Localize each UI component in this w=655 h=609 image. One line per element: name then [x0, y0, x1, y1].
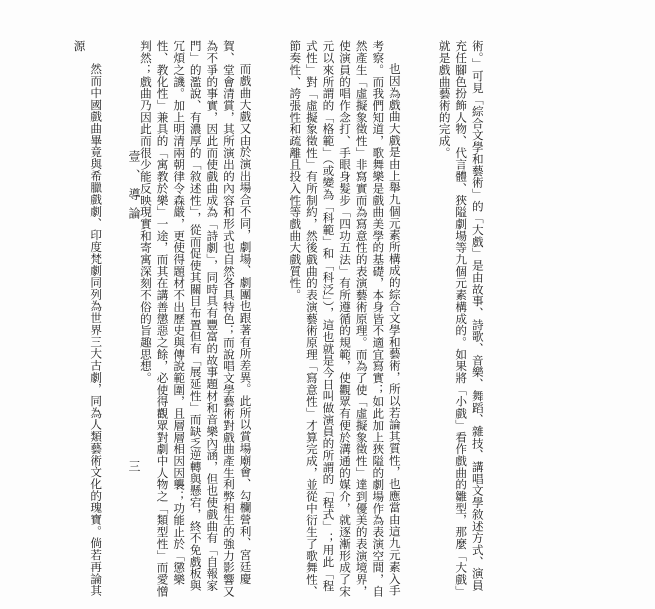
- paragraph: 術。」可見「綜合文學和藝術」的「大戲」是由故事、詩歌、音樂、舞蹈、雜技、講唱文學敘述方式、演員充任腳色扮飾人物、代言體、狹隘劇場等九個元素構成的。如果將「小戲」看作戲曲的雛型，那麼「大戲」就是戲曲藝術的完成。: [437, 40, 485, 597]
- paragraph: 也因為戲曲大戲是由上舉九個元素所構成的綜合文學和藝術，所以若論其質性，也應當由這九元素入手考察。而我們知道，歌舞樂是戲曲美學的基礎，本身皆不適宜寫實；如此加上狹隘的劇場作為表演空間，自然產生「虛擬象徵性」非寫實而為寫意性的表演藝術原理。而為了使「虛擬象徵性」達到優美的表演境界，使演員的唱作念打、手眼身髮步「四功五法」有所遵循的規範，使觀眾有便於溝通的媒介，就逐漸形成了宋元以來所謂的「格範」（或變為「科範」和「科泛」），這也就是今日叫做演員的所謂的「程式」；用此「程式性」對「虛擬象徵性」有所制約，然後戲曲的表演藝術原理「寫意性」才算完成，並從中衍生了歌舞性、節奏性、誇張性和疏離且投入性等戲曲大戲質性。: [288, 40, 402, 597]
- running-header: 壹、導論: [127, 150, 141, 226]
- page-number: 三: [127, 460, 141, 472]
- paragraph: 而戲曲大戲又由於演出場合不同，劇場、劇團也跟著有所差異。此所以賞場廟會、勾欄營利、宮廷慶賀、堂會清賞，其所演出的內容和形式也自然各具特色；而說唱文學藝術對戲曲產生利弊相生的強力影響又為不爭的事實，因此而使戲曲成為「詩劇」，同時具有豐富的故事題材和音樂內涵，但也使戲曲有「自報家門」的濫說、有濃厚的「敘述性」，從而促使其關目布置但有「展延性」而缺乏逆轉與懸宕，終不免戲板與冗煩之譏。加上明清兩朝律令森嚴，更使得題材不出歷史與傳說範圍，且層層相因因襲；功能止於「懲樂性、教化性」兼具的「寓教於樂」一途，而其在講善懲惡之餘，必使得觀眾對劇中人物之「類型性」而愛憎判然；戲曲乃因此而很少能反映現實和寄寓深刻不俗的旨趣思想。: [138, 40, 253, 597]
- paragraph: 然而中國戲曲畢竟與希臘戲劇、印度梵劇同列為世界三大古劇，同為人類藝術文化的瑰寶。倘若再論其源: [72, 40, 104, 597]
